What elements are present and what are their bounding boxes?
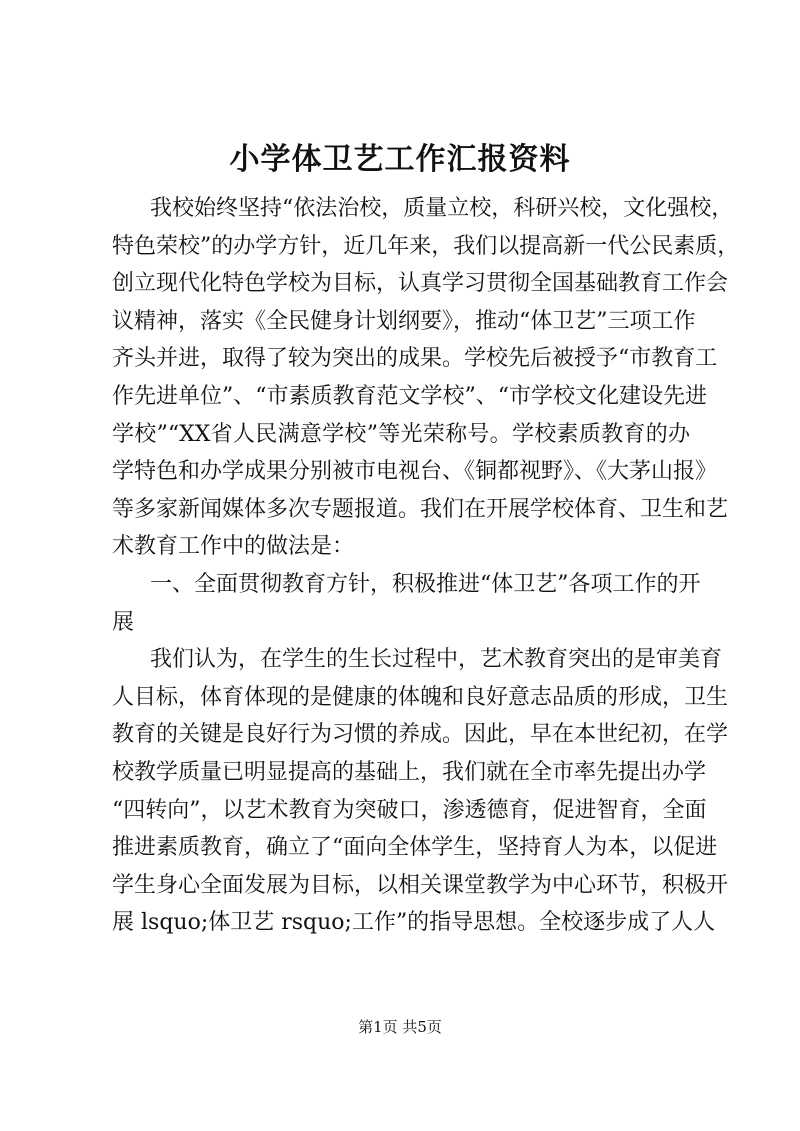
document-body bbox=[112, 190, 740, 942]
body-line-3: 创立现代化特色学校为目标，认真学习贯彻全国基础教育工作会 bbox=[112, 271, 729, 297]
body-line-20: 展 lsquo;体卫艺 rsquo;工作”的指导思想。全校逐步成了人人 bbox=[112, 910, 716, 936]
body-line-6: 作先进单位”、“市素质教育范文学校”、“市学校文化建设先进 bbox=[112, 383, 707, 409]
body-line-13: 我们认为，在学生的生长过程中，艺术教育突出的是审美育 bbox=[150, 647, 723, 673]
body-line-10: 术教育工作中的做法是： bbox=[112, 534, 355, 560]
body-line-2: 特色荣校”的办学方针，近几年来，我们以提高新一代公民素质， bbox=[112, 233, 740, 259]
document-title: 小学体卫艺工作汇报资料 bbox=[229, 142, 571, 177]
body-line-5: 齐头并进，取得了较为突出的成果。学校先后被授予“市教育工 bbox=[112, 346, 718, 372]
body-line-18: 推进素质教育，确立了“面向全体学生，坚持育人为本，以促进 bbox=[112, 835, 718, 861]
body-line-14: 人目标，体育体现的是健康的体魄和良好意志品质的形成，卫生 bbox=[112, 684, 729, 710]
body-line-15: 教育的关键是良好行为习惯的养成。因此，早在本世纪初，在学 bbox=[112, 722, 729, 748]
body-line-1: 我校始终坚持“依法治校，质量立校，科研兴校，文化强校， bbox=[150, 196, 734, 221]
section-heading-line-1: 一、全面贯彻教育方针，积极推进“体卫艺”各项工作的开 bbox=[150, 571, 701, 597]
page-footer: 第1页 共5页 bbox=[358, 1018, 442, 1036]
body-line-19: 学生身心全面发展为目标，以相关课堂教学为中心环节，积极开 bbox=[112, 872, 729, 898]
body-line-9: 等多家新闻媒体多次专题报道。我们在开展学校体育、卫生和艺 bbox=[112, 496, 729, 522]
body-line-16: 校教学质量已明显提高的基础上，我们就在全市率先提出办学 bbox=[112, 759, 707, 785]
body-line-8: 学特色和办学成果分别被市电视台、《铜都视野》、《大茅山报》 bbox=[112, 459, 718, 485]
section-heading-line-2: 展 bbox=[112, 609, 135, 635]
body-line-4: 议精神，落实《全民健身计划纲要》，推动“体卫艺”三项工作 bbox=[112, 308, 696, 334]
body-line-17: “四转向”，以艺术教育为突破口，渗透德育，促进智育，全面 bbox=[112, 797, 707, 823]
body-line-7: 学校”“XX省人民满意学校”等光荣称号。学校素质教育的办 bbox=[112, 421, 690, 447]
